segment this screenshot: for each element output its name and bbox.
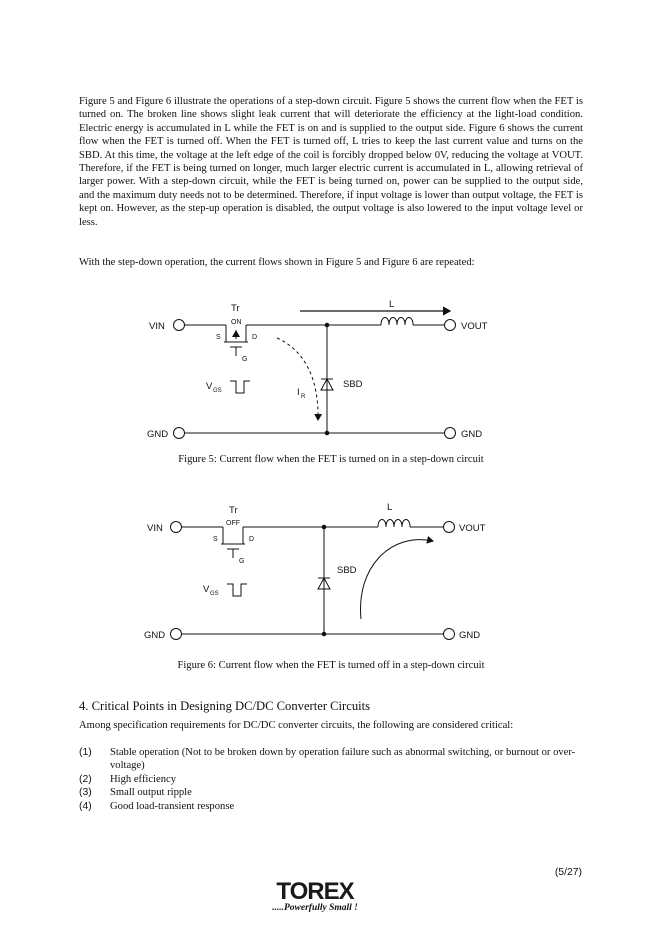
list-item <box>79 786 584 799</box>
intro-paragraph: Figure 5 and Figure 6 illustrate the operations of a step-down circuit. Figure 5 shows the current flow when the FET is turned on. The broken line shows slight leak current that will deteriorate the efficiency at the light-load condition. Electric energy is accumulated in L while the FET is on and is supplied to the output side. Figure 6 shows the current flow when the FET is turned off. When the FET is turned off, L tries to keep the last current value and turns on the SBD. At this time, the voltage at the left edge of the coil is forcibly dropped below 0V, reducing the voltage at VOUT. Therefore, if the FET is being turned on longer, much larger electric current is accumulated in L, allowing retrieval of larger power. With a step-down circuit, while the FET is being turned on, power can be supplied to the output side, and the maximum duty needs not to be determined. Therefore, if input voltage is lower than output voltage, the FET is kept on. However, as the step-up operation is disabled, the output voltage is also lowered to the input voltage level or less. <box>79 96 583 228</box>
logo-wordmark: TOREX <box>276 878 354 905</box>
drain-label: D <box>252 334 258 341</box>
torex-logo <box>260 878 370 918</box>
ir-subscript: R <box>301 394 306 400</box>
tr-label: Tr <box>231 303 240 314</box>
list-item <box>79 746 584 773</box>
list-item-number: (4) <box>79 800 92 812</box>
tr-label: Tr <box>229 505 238 516</box>
inductor-label: L <box>389 299 395 310</box>
list-item-text: High efficiency <box>110 773 176 785</box>
list-item-text: Good load-transient response <box>110 800 235 812</box>
list-item-text: Stable operation (Not to be broken down by operation failure such as abnormal switching, or burnout or over-voltage) <box>110 747 576 772</box>
list-item-number: (3) <box>79 787 92 799</box>
vin-label: VIN <box>149 321 165 332</box>
gnd-left-label: GND <box>147 429 169 440</box>
gate-label: G <box>239 558 245 565</box>
figure-5-caption: Figure 5: Current flow when the FET is turned on in a step-down circuit <box>178 454 484 465</box>
list-item-text: Small output ripple <box>110 787 192 799</box>
page-number: (5/27) <box>554 867 582 878</box>
vin-terminal <box>171 522 182 533</box>
logo-tagline: .....Powerfully Small ! <box>272 903 358 913</box>
vout-terminal <box>444 522 455 533</box>
drain-label: D <box>249 536 255 543</box>
gnd-left-terminal <box>171 629 182 640</box>
vin-label: VIN <box>147 523 163 534</box>
vgs-label: V <box>203 584 210 595</box>
list-item <box>79 773 584 786</box>
figure-6-caption: Figure 6: Current flow when the FET is turned off in a step-down circuit <box>177 660 485 671</box>
sbd-label: SBD <box>343 379 363 390</box>
list-item-number: (2) <box>79 773 92 785</box>
repeat-paragraph: With the step-down operation, the current flows shown in Figure 5 and Figure 6 are repeated: <box>79 257 475 268</box>
section-intro: Among specification requirements for DC/DC converter circuits, the following are considered critical: <box>79 720 514 731</box>
vgs-label: V <box>206 381 213 392</box>
source-label: S <box>216 334 221 341</box>
sbd-label: SBD <box>337 565 357 576</box>
vgs-subscript: GS <box>210 591 219 597</box>
inductor-label: L <box>387 502 393 513</box>
ir-label: I <box>297 387 300 398</box>
list-item <box>79 800 584 813</box>
list-item-number: (1) <box>79 747 92 758</box>
critical-points-list <box>79 746 584 813</box>
fet-state-label: ON <box>231 319 242 326</box>
gnd-right-terminal <box>444 629 455 640</box>
vout-label: VOUT <box>461 321 488 332</box>
gate-label: G <box>242 356 248 363</box>
gnd-right-label: GND <box>461 429 483 440</box>
gnd-right-label: GND <box>459 630 481 641</box>
gnd-left-label: GND <box>144 630 166 641</box>
vout-label: VOUT <box>459 523 486 534</box>
source-label: S <box>213 536 218 543</box>
fet-state-label: OFF <box>226 520 240 527</box>
vgs-subscript: GS <box>213 388 222 394</box>
section-heading: 4. Critical Points in Designing DC/DC Converter Circuits <box>79 699 371 713</box>
